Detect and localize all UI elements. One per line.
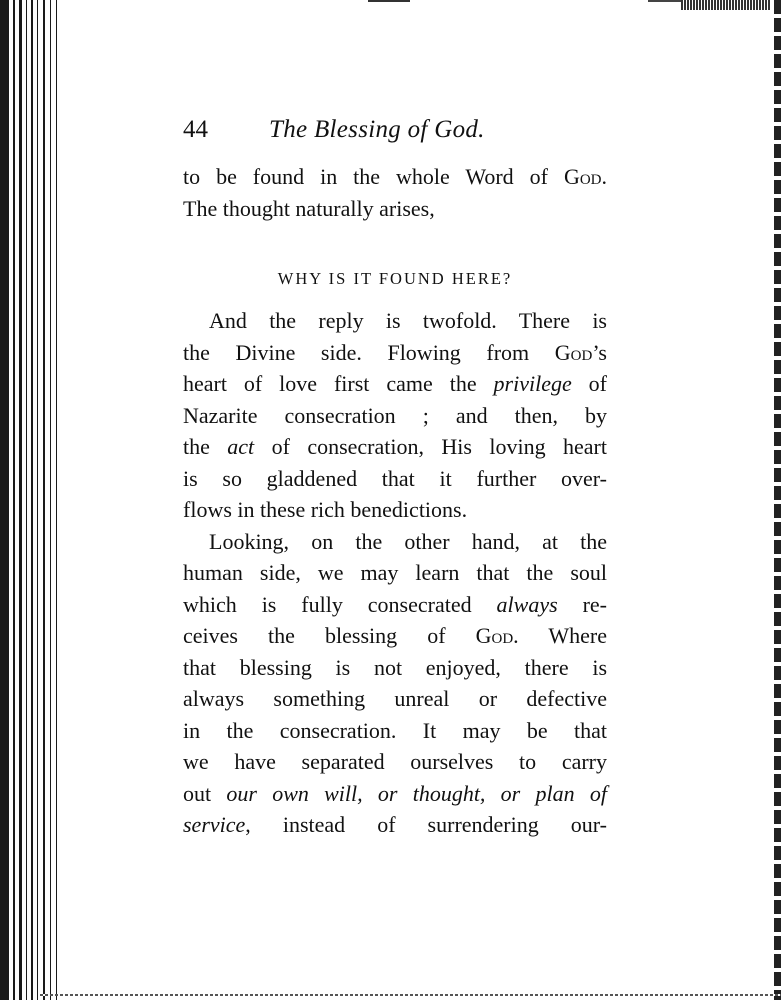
emphasis: service	[183, 812, 246, 837]
text-line: Nazarite consecration ; and then, by	[183, 402, 607, 428]
top-scan-rule	[60, 0, 760, 2]
text-line: the act of consecration, His loving heart	[183, 434, 607, 459]
paragraph-human-side	[183, 526, 607, 841]
binding-stripe	[43, 0, 45, 1000]
section-heading: WHY IS IT FOUND HERE?	[277, 269, 513, 288]
text-line: The thought naturally arises,	[183, 195, 435, 221]
text-line: to be found in the whole Word of God.	[183, 164, 607, 189]
text-line: ceives the blessing of God. Where	[183, 623, 607, 648]
divine-name: God	[554, 339, 593, 365]
right-page-edge	[774, 0, 781, 1000]
top-right-scan-mark	[681, 0, 771, 10]
emphasis: act	[227, 434, 255, 459]
book-page	[183, 112, 607, 841]
binding-stripe	[31, 0, 33, 1000]
intro-text	[183, 161, 607, 224]
text-line: service, instead of surrendering our-	[183, 812, 607, 837]
text-line: human side, we may learn that the soul	[183, 560, 607, 585]
text-line: flows in these rich benedictions.	[183, 497, 468, 522]
running-head	[183, 112, 607, 148]
text-line: the Divine side. Flowing from God’s	[183, 339, 607, 365]
emphasis: our own will, or thought, or plan of	[226, 780, 607, 806]
text-line: which is fully consecrated always re-	[183, 591, 608, 617]
divine-name: God	[475, 623, 514, 648]
binding-stripe	[13, 0, 15, 1000]
text-line: that blessing is not enjoyed, there is	[183, 654, 607, 680]
binding-dark-edge	[0, 0, 9, 1000]
text-line: we have separated ourselves to carry	[183, 749, 607, 774]
text-line: out our own will, or thought, or plan of	[183, 780, 607, 806]
page-number: 44	[183, 116, 208, 143]
running-title: The Blessing of God.	[269, 116, 485, 143]
text-line: is so gladdened that it further over-	[183, 465, 607, 491]
emphasis: privilege	[493, 371, 572, 396]
binding-stripe	[26, 0, 27, 1000]
binding-stripe	[50, 0, 51, 1000]
binding-stripe	[37, 0, 38, 1000]
book-binding-edge	[0, 0, 62, 1000]
paragraph-divine-side	[183, 305, 607, 526]
text-line: always something unreal or defective	[183, 686, 607, 711]
divine-name: God	[563, 164, 602, 189]
binding-stripe	[19, 0, 22, 1000]
text-line: Looking, on the other hand, at the	[209, 528, 607, 554]
text-line: in the consecration. It may be that	[183, 717, 607, 743]
emphasis: always	[496, 591, 558, 617]
text-line: And the reply is twofold. There is	[209, 308, 607, 333]
binding-stripe	[56, 0, 57, 1000]
text-line: heart of love first came the privilege of	[183, 371, 607, 396]
bottom-scan-rule	[40, 994, 781, 996]
